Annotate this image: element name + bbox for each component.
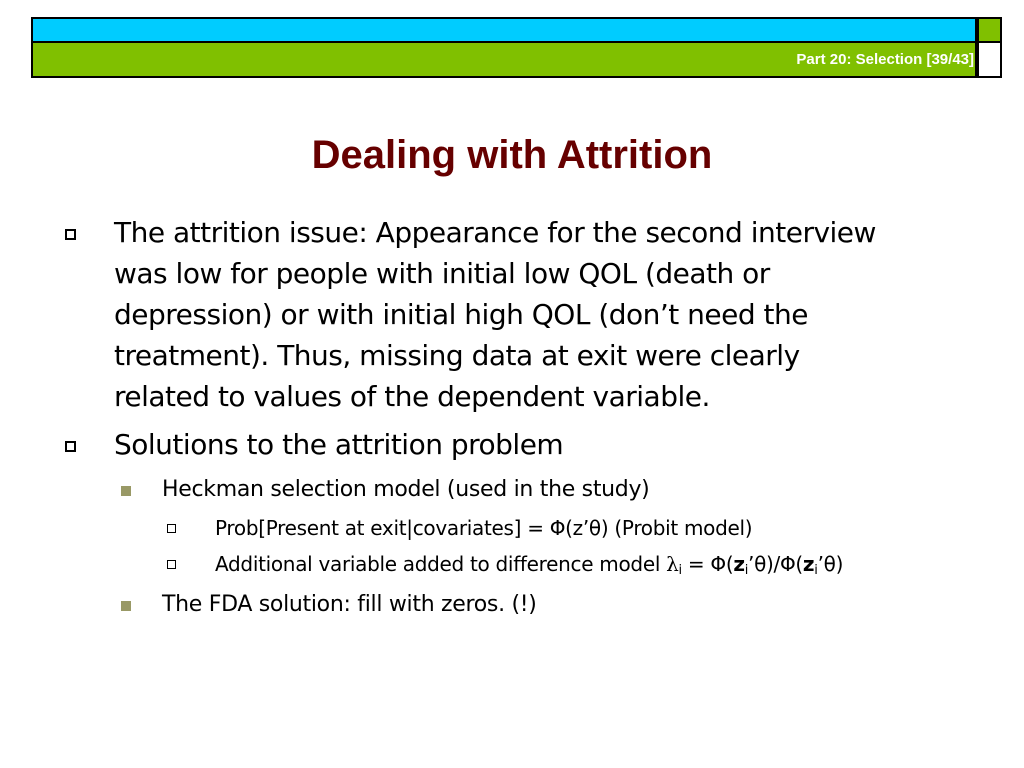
sub-bullet-heckman: Heckman selection model (used in the study) [162,477,650,502]
filled-square-bullet-icon [121,601,131,611]
bullet-solutions: Solutions to the attrition problem [114,428,564,461]
bullet-attrition-issue [114,212,984,417]
slide-title: Dealing with Attrition [311,133,713,177]
text-line: depression) or with initial high QOL (don’t need the [114,298,809,331]
hollow-square-bullet-icon [167,524,176,533]
header-square-bottom [977,43,1002,78]
hollow-square-bullet-icon [65,441,76,452]
hollow-square-bullet-icon [65,229,76,240]
slide-label: Part 20: Selection [39/43] [796,51,974,68]
hollow-square-bullet-icon [167,560,176,569]
filled-square-bullet-icon [121,486,131,496]
sub-sub-bullet-prob: Prob[Present at exit|covariates] = Φ(z’θ) (Probit model) [215,516,753,540]
sub-sub-bullet-additional: Additional variable added to difference model $\lambda_i$ = $\Phi(z_i’\theta)/\Phi(z_i’\theta)$ [215,552,844,578]
text-line: was low for people with initial low QOL (death or [114,257,770,290]
text-line: The attrition issue: Appearance for the second interview [114,216,876,249]
text-line: treatment). Thus, missing data at exit were clearly [114,339,800,372]
header-bar-top [31,17,977,43]
sub-bullet-fda: The FDA solution: fill with zeros. (!) [162,592,537,617]
header-square-top [977,17,1002,43]
text-line: related to values of the dependent variable. [114,380,710,413]
